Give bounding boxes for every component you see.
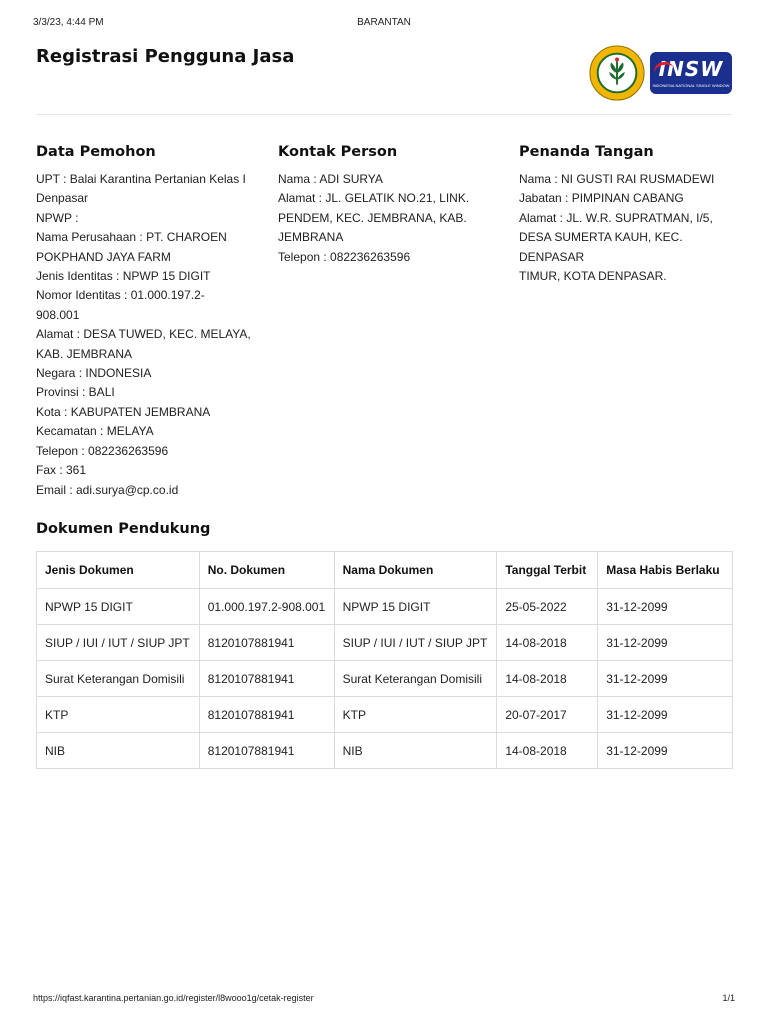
dokumen-pendukung-heading: Dokumen Pendukung bbox=[36, 521, 211, 537]
table-cell: 31-12-2099 bbox=[598, 589, 733, 625]
info-line: Nama : NI GUSTI RAI RUSMADEWI bbox=[519, 172, 715, 186]
info-line: Nomor Identitas : 01.000.197.2- bbox=[36, 288, 205, 303]
dokumen-table-header-row bbox=[37, 552, 733, 589]
info-line: TIMUR, KOTA DENPASAR. bbox=[519, 269, 667, 284]
info-line: Email : adi.surya@cp.co.id bbox=[36, 482, 179, 497]
info-line: DESA SUMERTA KAUH, KEC. DENPASAR bbox=[519, 230, 683, 264]
kontak-person-heading: Kontak Person bbox=[278, 144, 398, 160]
table-row bbox=[37, 589, 733, 625]
table-row bbox=[37, 697, 733, 733]
info-line: Negara : INDONESIA bbox=[36, 366, 152, 381]
info-line: Kecamatan : MELAYA bbox=[36, 424, 154, 439]
insw-logo bbox=[650, 52, 732, 94]
table-cell: NIB bbox=[334, 733, 497, 769]
print-datetime: 3/3/23, 4:44 PM bbox=[33, 17, 104, 28]
info-line: Fax : 361 bbox=[36, 463, 87, 478]
table-cell: 8120107881941 bbox=[199, 697, 334, 733]
page-number: 1/1 bbox=[722, 993, 735, 1003]
column-header: Masa Habis Berlaku bbox=[598, 552, 733, 589]
table-cell: 31-12-2099 bbox=[598, 697, 733, 733]
page-title: Registrasi Pengguna Jasa bbox=[36, 46, 295, 67]
info-line: Alamat : JL. GELATIK NO.21, LINK. bbox=[278, 191, 470, 206]
info-line: NPWP : bbox=[36, 210, 79, 225]
table-cell: 14-08-2018 bbox=[497, 661, 598, 697]
kontak-person-section bbox=[278, 144, 494, 267]
table-cell: 01.000.197.2-908.001 bbox=[199, 589, 334, 625]
table-cell: 25-05-2022 bbox=[497, 589, 598, 625]
insw-logo-word: INSW bbox=[658, 57, 724, 81]
table-cell: 31-12-2099 bbox=[598, 625, 733, 661]
table-cell: 31-12-2099 bbox=[598, 661, 733, 697]
logos bbox=[588, 44, 732, 102]
table-cell: SIUP / IUI / IUT / SIUP JPT bbox=[37, 625, 200, 661]
table-cell: 31-12-2099 bbox=[598, 733, 733, 769]
data-pemohon-heading: Data Pemohon bbox=[36, 144, 156, 160]
print-header-title: BARANTAN bbox=[357, 17, 411, 28]
table-cell: Surat Keterangan Domisili bbox=[334, 661, 497, 697]
info-line: UPT : Balai Karantina Pertanian Kelas I bbox=[36, 172, 246, 186]
table-cell: Surat Keterangan Domisili bbox=[37, 661, 200, 697]
table-cell: 8120107881941 bbox=[199, 733, 334, 769]
penanda-tangan-lines bbox=[519, 170, 741, 286]
penanda-tangan-heading: Penanda Tangan bbox=[519, 144, 654, 160]
table-row bbox=[37, 625, 733, 661]
info-line: PENDEM, KEC. JEMBRANA, KAB. bbox=[278, 210, 467, 225]
info-line: Telepon : 082236263596 bbox=[278, 249, 411, 264]
table-cell: KTP bbox=[37, 697, 200, 733]
table-cell: 14-08-2018 bbox=[497, 625, 598, 661]
table-row bbox=[37, 661, 733, 697]
dokumen-table bbox=[36, 551, 733, 769]
penanda-tangan-section bbox=[519, 144, 735, 286]
data-pemohon-lines bbox=[36, 170, 252, 500]
column-header: Jenis Dokumen bbox=[37, 552, 200, 589]
table-cell: NPWP 15 DIGIT bbox=[37, 589, 200, 625]
info-line: KAB. JEMBRANA bbox=[36, 346, 133, 361]
data-pemohon-section bbox=[36, 144, 252, 500]
info-line: JEMBRANA bbox=[278, 230, 344, 245]
info-line: Kota : KABUPATEN JEMBRANA bbox=[36, 404, 211, 419]
info-line: Jenis Identitas : NPWP 15 DIGIT bbox=[36, 269, 211, 284]
column-header: Tanggal Terbit bbox=[497, 552, 598, 589]
header-divider bbox=[36, 114, 732, 115]
table-cell: 20-07-2017 bbox=[497, 697, 598, 733]
info-line: Telepon : 082236263596 bbox=[36, 443, 169, 458]
info-line: Nama : ADI SURYA bbox=[278, 172, 383, 186]
info-line: Denpasar bbox=[36, 191, 89, 206]
info-line: Nama Perusahaan : PT. CHAROEN bbox=[36, 230, 227, 245]
info-line: 908.001 bbox=[36, 307, 80, 322]
insw-logo-subtitle: INDONESIA NATIONAL SINGLE WINDOW bbox=[652, 83, 730, 88]
column-header: No. Dokumen bbox=[199, 552, 334, 589]
table-cell: 14-08-2018 bbox=[497, 733, 598, 769]
table-cell: 8120107881941 bbox=[199, 625, 334, 661]
info-line: POKPHAND JAYA FARM bbox=[36, 249, 171, 264]
page-url: https://iqfast.karantina.pertanian.go.id/register/l8wooo1g/cetak-register bbox=[33, 993, 314, 1003]
column-header: Nama Dokumen bbox=[334, 552, 497, 589]
info-line: Jabatan : PIMPINAN CABANG bbox=[519, 191, 684, 206]
table-cell: SIUP / IUI / IUT / SIUP JPT bbox=[334, 625, 497, 661]
table-row bbox=[37, 733, 733, 769]
badan-karantina-logo bbox=[588, 44, 646, 102]
table-cell: NPWP 15 DIGIT bbox=[334, 589, 497, 625]
info-line: Alamat : JL. W.R. SUPRATMAN, I/5, bbox=[519, 210, 713, 225]
kontak-person-lines bbox=[278, 170, 494, 267]
table-cell: 8120107881941 bbox=[199, 661, 334, 697]
info-line: Alamat : DESA TUWED, KEC. MELAYA, bbox=[36, 327, 251, 342]
table-cell: NIB bbox=[37, 733, 200, 769]
info-line: Provinsi : BALI bbox=[36, 385, 115, 400]
table-cell: KTP bbox=[334, 697, 497, 733]
